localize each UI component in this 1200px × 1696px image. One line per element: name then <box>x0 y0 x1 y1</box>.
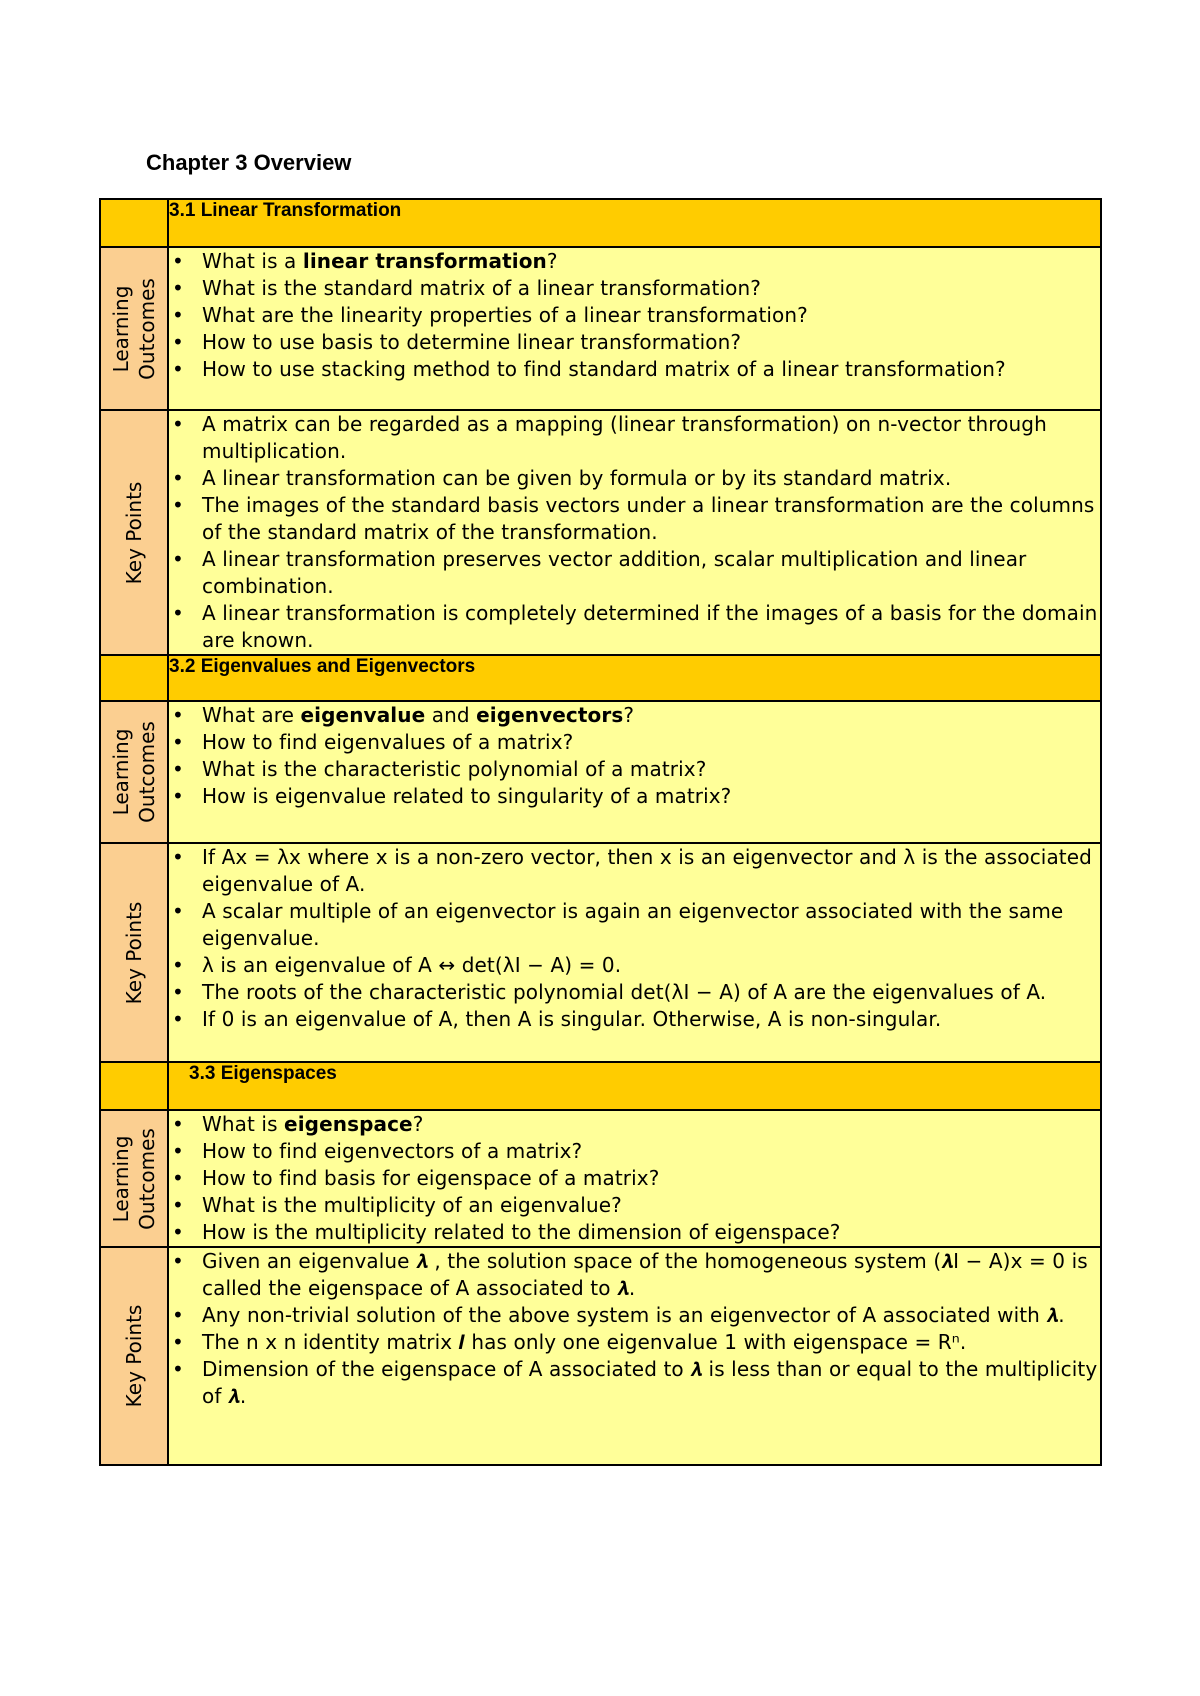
list-item: • The n x n identity matrix 𝑰 has only one eigenvalue 1 with eigenspace = Rⁿ. <box>169 1329 1100 1356</box>
learning-outcomes-label <box>108 278 160 380</box>
learning-outcomes-label-cell <box>100 247 168 410</box>
list-item: • Any non-trivial solution of the above system is an eigenvector of A associated with 𝝀. <box>169 1302 1100 1329</box>
label-outcomes: Outcomes <box>135 721 159 823</box>
label-outcomes: Outcomes <box>135 277 159 380</box>
key-points-label: Key Points <box>122 1304 146 1408</box>
list-item: • The roots of the characteristic polynomial det(λI − A) of A are the eigenvalues of A. <box>169 979 1100 1006</box>
list-item <box>169 356 1100 383</box>
list-item <box>169 1138 1100 1165</box>
learning-outcomes-label <box>108 1128 160 1230</box>
overview-table <box>99 198 1102 1466</box>
list-item: • λ is an eigenvalue of A ↔ det(λI − A) = 0. <box>169 952 1100 979</box>
item-text: How is the multiplicity related to the dimension of eigenspace? <box>202 1220 841 1244</box>
list-item <box>169 248 1100 275</box>
list-item: • A linear transformation is completely determined if the images of a basis for the domain are known. <box>169 600 1100 654</box>
label-learning: Learning <box>109 285 133 372</box>
item-text: and <box>425 703 477 727</box>
item-text: ? <box>412 1112 424 1136</box>
key-term: linear transformation <box>302 249 547 273</box>
list-item: • A linear transformation preserves vector addition, scalar multiplication and linear combination. <box>169 546 1100 600</box>
learning-outcomes-row <box>100 1110 1101 1247</box>
list-item <box>169 302 1100 329</box>
item-text: How to find eigenvectors of a matrix? <box>202 1139 583 1163</box>
key-points-list <box>169 411 1100 654</box>
item-text: How to find basis for eigenspace of a matrix? <box>202 1166 660 1190</box>
learning-outcomes-list <box>169 702 1100 810</box>
key-points-list <box>169 844 1100 1033</box>
list-item <box>169 729 1100 756</box>
item-text: What is the characteristic polynomial of a matrix? <box>202 757 707 781</box>
learning-outcomes-row <box>100 701 1101 843</box>
list-item <box>169 702 1100 729</box>
item-text: What are the linearity properties of a linear transformation? <box>202 303 808 327</box>
list-item <box>169 1165 1100 1192</box>
label-outcomes: Outcomes <box>135 1127 159 1230</box>
page-title: Chapter 3 Overview <box>146 150 352 175</box>
key-points-label-cell <box>100 1247 168 1465</box>
list-item <box>169 329 1100 356</box>
key-points-label-cell <box>100 410 168 655</box>
learning-outcomes-label-cell <box>100 701 168 843</box>
list-item <box>169 275 1100 302</box>
learning-outcomes-row <box>100 247 1101 410</box>
item-text: What is the multiplicity of an eigenvalue? <box>202 1193 622 1217</box>
item-text: How to find eigenvalues of a matrix? <box>202 730 574 754</box>
key-points-row <box>100 843 1101 1062</box>
key-points-row <box>100 410 1101 655</box>
list-item: • If 0 is an eigenvalue of A, then A is singular. Otherwise, A is non-singular. <box>169 1006 1100 1033</box>
section-heading: 3.2 Eigenvalues and Eigenvectors <box>168 655 1101 701</box>
header-corner-cell <box>100 1062 168 1110</box>
learning-outcomes-label <box>108 721 160 823</box>
list-item <box>169 756 1100 783</box>
key-points-label: Key Points <box>122 481 146 584</box>
item-text: What is the standard matrix of a linear transformation? <box>202 276 761 300</box>
label-learning: Learning <box>109 728 133 816</box>
section-header-row <box>100 1062 1101 1110</box>
list-item: • If Ax = λx where x is a non-zero vector, then x is an eigenvector and λ is the associated eigenvalue of A. <box>169 844 1100 898</box>
learning-outcomes-label-cell <box>100 1110 168 1247</box>
key-points-row <box>100 1247 1101 1465</box>
list-item: • Given an eigenvalue 𝝀 , the solution space of the homogeneous system (𝝀I − A)x = 0 is called the eigenspace of A associated to 𝝀. <box>169 1248 1100 1302</box>
header-corner-cell <box>100 199 168 247</box>
list-item: • A matrix can be regarded as a mapping (linear transformation) on n-vector through multiplication. <box>169 411 1100 465</box>
key-term: eigenspace <box>284 1112 413 1136</box>
learning-outcomes-cell <box>168 247 1101 410</box>
key-points-list <box>169 1248 1100 1410</box>
section-header-row <box>100 199 1101 247</box>
header-corner-cell <box>100 655 168 701</box>
list-item <box>169 1219 1100 1246</box>
item-text: What is <box>202 1112 285 1136</box>
key-points-cell <box>168 410 1101 655</box>
list-item: • A scalar multiple of an eigenvector is again an eigenvector associated with the same eigenvalue. <box>169 898 1100 952</box>
key-points-label-cell <box>100 843 168 1062</box>
label-learning: Learning <box>109 1135 133 1222</box>
key-term: eigenvectors <box>476 703 624 727</box>
list-item: • Dimension of the eigenspace of A associated to 𝝀 is less than or equal to the multiplicity of 𝝀. <box>169 1356 1100 1410</box>
list-item <box>169 1111 1100 1138</box>
item-text: ? <box>546 249 558 273</box>
list-item <box>169 1192 1100 1219</box>
learning-outcomes-cell <box>168 1110 1101 1247</box>
list-item: • The images of the standard basis vectors under a linear transformation are the columns of the standard matrix of the transformation. <box>169 492 1100 546</box>
list-item: • A linear transformation can be given by formula or by its standard matrix. <box>169 465 1100 492</box>
section-header-row <box>100 655 1101 701</box>
item-text: How to use stacking method to find standard matrix of a linear transformation? <box>202 357 1006 381</box>
section-heading: 3.1 Linear Transformation <box>168 199 1101 247</box>
list-item <box>169 783 1100 810</box>
learning-outcomes-list <box>169 1111 1100 1246</box>
key-points-label: Key Points <box>122 901 146 1004</box>
item-text: What is a <box>202 249 303 273</box>
learning-outcomes-cell <box>168 701 1101 843</box>
key-points-cell <box>168 843 1101 1062</box>
item-text: How to use basis to determine linear transformation? <box>202 330 742 354</box>
item-text: ? <box>623 703 635 727</box>
item-text: How is eigenvalue related to singularity of a matrix? <box>202 784 732 808</box>
learning-outcomes-list <box>169 248 1100 383</box>
key-points-cell <box>168 1247 1101 1465</box>
section-heading: 3.3 Eigenspaces <box>168 1062 1101 1110</box>
key-term: eigenvalue <box>300 703 426 727</box>
item-text: What are <box>202 703 301 727</box>
